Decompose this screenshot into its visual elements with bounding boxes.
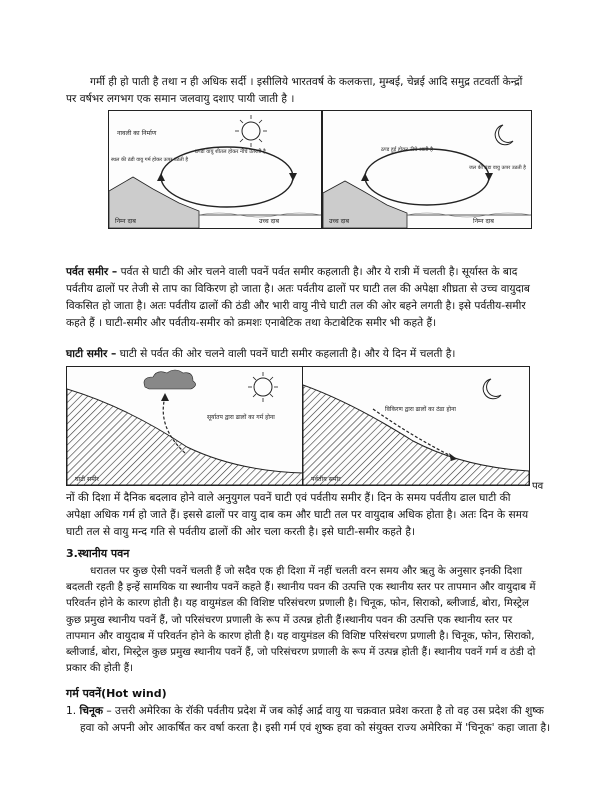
section3-heading: 3.स्थानीय पवन bbox=[66, 547, 130, 560]
land-sea-breeze-figure-right bbox=[322, 110, 532, 229]
fig2-left-label-0: सूर्यातप द्वारा ढालों का गर्म होना bbox=[207, 414, 275, 421]
fig1-left-label-2: स्थल की ठंडी वायु गर्म होकर ऊपर उठती है bbox=[111, 157, 189, 163]
chinook-text: – उत्तरी अमेरिका के रॉकी पर्वतीय प्रदेश में जब कोई आर्द्र वायु या चक्रवात प्रवेश करता है तो वह उस प्रदेश की शुष्क हवा को अपनी ओर आकर्षित कर वर्षा करता है। इसी गर्म एवं शुष्क हवा को संयुक्त राज्य अमेरिका में 'चिनूक' कहा जाता है। bbox=[80, 705, 551, 734]
moon-icon bbox=[495, 125, 513, 145]
valley-breeze-term: घाटी समीर – bbox=[66, 348, 117, 360]
fig1-right-label-1: जल की ठंडा वायु ऊपर उठती है bbox=[469, 165, 526, 171]
chinook-term: चिनूक bbox=[79, 705, 103, 717]
fig2-left-label-1: घाटी समीर bbox=[75, 476, 99, 483]
figure2-side-label: पव bbox=[532, 481, 544, 492]
fig2-right-label-1: पर्वतीय समीर bbox=[311, 476, 341, 483]
mountain-breeze-text: पर्वत से घाटी की ओर चलने वाली पवनें पर्वत समीर कहलाती है। और ये रात्री में चलती है। सूर्यास्त के बाद पर्वतीय ढालों पर तेजी से ताप का विकिरण हो जाता है। अतः पर्वतीय ढालों पर घाटी तल की अपेक्षा शीघ्रता से उच्च वायुदाब विकसित हो जाता है। अतः पर्वतीय ढालों की ठंडी और भारी वायु नीचे घाटी तल की ओर बहने लगती है। इसे पर्वतीय-समीर कहते हैं । घाटी-समीर और पर्वतीय-समीर को क्रमशः एनाबेटिक तथा केटाबेटिक समीर भी कहते हैं। bbox=[66, 266, 530, 329]
cloud-icon bbox=[144, 370, 196, 389]
chinook-number: 1. bbox=[66, 705, 77, 717]
fig1-left-label-4: उच्च दाब bbox=[259, 218, 280, 225]
valley-breeze-paragraph bbox=[66, 346, 538, 363]
fig1-right-label-3: निम्न दाब bbox=[473, 218, 494, 225]
moon-icon bbox=[483, 379, 501, 399]
fig1-left-label-0: नावली का निर्माण bbox=[117, 130, 157, 137]
intro-paragraph: गर्मी ही हो पाती है तथा न ही अधिक सर्दी । इसीलिये भारतवर्ष के कलकत्ता, मुम्बई, चेन्नई आदि समुद्र तटवर्ती केन्द्रों पर वर्षभर लगभग एक समान जलवायु दशाए पायी जाती है । bbox=[66, 76, 523, 105]
fig1-right-label-2: उच्च दाब bbox=[329, 218, 350, 225]
mountain-breeze-figure-right bbox=[302, 366, 530, 486]
valley-breeze-text: घाटी से पर्वत की ओर चलने वाली पवनें घाटी समीर कहलाती है। और ये दिन में चलती है। bbox=[116, 348, 456, 360]
fig1-left-label-3: निम्न दाब bbox=[115, 218, 136, 225]
section3-paragraph: धरातल पर कुछ ऐसी पवनें चलती हैं जो सदैव एक ही दिशा में नहीं चलती वरन समय और ऋतु के अनुसार इनकी दिशा बदलती रहती है इन्हें सामयिक या स्थानीय पवनें कहते हैं। स्थानीय पवन की उत्पत्ति एक स्थानीय स्तर पर तापमान और वायुदाब में परिवर्तन होने के कारण होती है। यह वायुमंडल की विशिष्ट परिसंचरण प्रणाली है। चिनूक, फोन, सिराको, ब्लीजार्ड, बोरा, मिस्ट्रेल कुछ प्रमुख स्थानीय पवनें हैं, जो परिसंचरण प्रणाली के रूप में उत्पन्न होती हैं।स्थानीय पवन की उत्पत्ति एक स्थानीय स्तर पर तापमान और वायुदाब में परिवर्तन होने के कारण होती है। यह वायुमंडल की विशिष्ट परिसंचरण प्रणाली है। चिनूक, फोन, सिराको, ब्लीजार्ड, बोरा, मिस्ट्रेल कुछ प्रमुख स्थानीय पवनें हैं, जो परिसंचरण प्रणाली के रूप में उत्पन्न होती हैं। स्थानीय पवनें गर्म व ठंडी दो प्रकार की होती हैं। bbox=[66, 565, 536, 675]
sun-icon bbox=[235, 115, 267, 147]
sun-icon bbox=[248, 372, 278, 402]
fig1-right-label-0: ठण्ड हुई होकर नीचे आती है bbox=[381, 147, 433, 153]
valley-breeze-figure-left bbox=[66, 366, 304, 486]
mountain-breeze-term: पर्वत समीर – bbox=[66, 266, 118, 278]
mountain-slope bbox=[303, 385, 529, 485]
circulation-loop bbox=[365, 149, 489, 205]
mountain-breeze-paragraph bbox=[66, 264, 538, 332]
fig1-left-label-1: ठण्डा वायु शीतल होकर नीचे उतरती है bbox=[195, 149, 266, 155]
continuation-paragraph: नों की दिशा में दैनिक बदलाव होने वाले अनुयुगल पवनें घाटी एवं पर्वतीय समीर हैं। दिन के समय पर्वतीय ढाल घाटी की अपेक्षा अधिक गर्म हो जाते हैं। इससे ढालों पर वायु दाब कम और घाटी तल पर वायुदाब अधिक होता है। अतः दिन के समय घाटी तल से वायु मन्द गति से पर्वतीय ढालों की ओर चला करती है। इसे घाटी-समीर कहते है। bbox=[66, 492, 529, 538]
fig2-right-label-0: विकिरण द्वारा ढालों का ठंडा होना bbox=[385, 406, 456, 413]
hot-wind-heading: गर्म पवनें(Hot wind) bbox=[66, 687, 167, 700]
circulation-loop bbox=[161, 147, 293, 207]
mountain-slope bbox=[67, 389, 303, 485]
chinook-item bbox=[66, 703, 552, 737]
land-sea-breeze-figure-left bbox=[108, 110, 322, 229]
